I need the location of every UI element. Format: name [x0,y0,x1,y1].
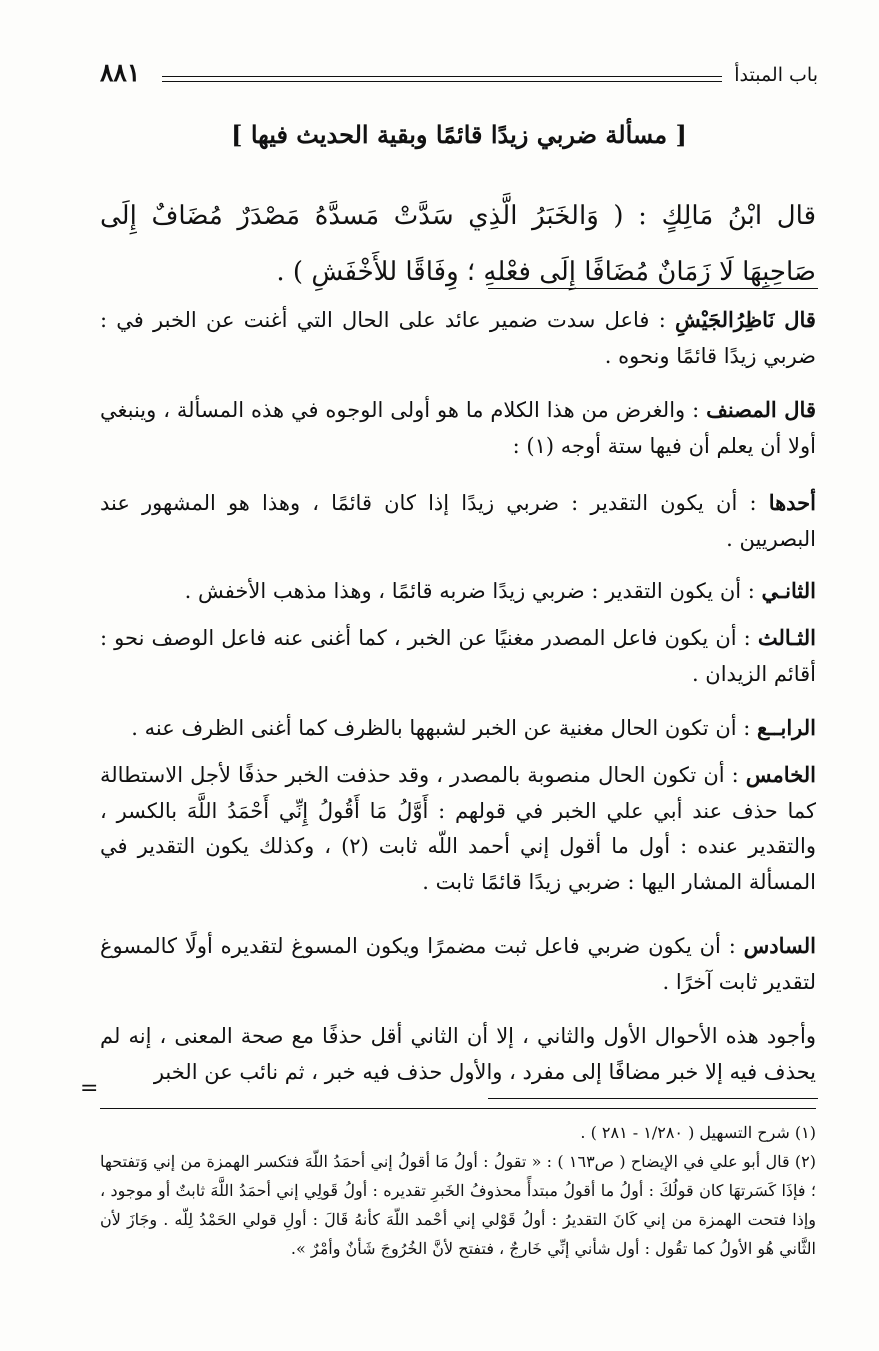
paragraph-lead: السادس [743,933,816,958]
footnote-2: (٢) قال أبو علي في الإيضاح ( ص١٦٣ ) : « تقولُ : أولُ مَا أقولُ إني أحمَدُ اللّهَ فتكسر الهمزة من إني وَتفتحها ؛ فإذَا كَسَرتهَا كان قولُكَ : أولُ ما أقولُ مبتدأً محذوفُ الخَبرِ تقديره : أولُ قَولِي إني أحمَدُ اللَّهَ ثابتٌ أو موجود ، وإذا فتحت الهمزة من إني كَانَ التقديرُ : أولُ قَوْلي إني أحْمد اللّهَ كأنهُ قَالَ : أولِ قولي الحَمْدُ لِلّه . وجَازَ لأن الثَّاني هُو الأولُ كما تقُول : أول شأني إنِّي خَارجٌ ، فتفتح لأنَّ الخُرُوجَ شَأنٌ وأمْرٌ ». [100,1152,817,1258]
paragraph-text: : والغرض من هذا الكلام ما هو أولى الوجوه في هذه المسألة ، وينبغي أولا أن يعلم أن فيها ستة أوجه (١) : [100,398,816,458]
paragraph [100,573,816,610]
paragraph-text: : أن يكون التقدير : ضربي زيدًا ضربه قائمًا ، وهذا مذهب الأخفش . [184,579,755,603]
paragraph [100,757,816,900]
body-end-rule [488,1098,818,1099]
paragraph-lead: الثانـي [761,578,816,603]
paragraph-lead: الخامس [745,762,816,787]
paragraph [100,485,816,557]
paragraph-lead: الرابــع [757,715,816,740]
paragraph-lead: الثـالث [757,625,816,650]
quote-speaker: قال ابْنُ مَالِكٍ [661,201,817,231]
chapter-title: باب المبتدأ [734,64,818,86]
paragraph-text: : فاعل سدت ضمير عائد على الحال التي أغنت عن الخبر في : ضربي زيدًا قائمًا ونحوه . [100,308,816,368]
paragraph [100,928,816,1000]
quoted-text-block [100,188,816,300]
page-header [100,58,818,98]
section-title: [ مسألة ضربي زيدًا قائمًا وبقية الحديث فيها ] [231,120,687,149]
footnote-rule [100,1108,816,1109]
continuation-mark: = [80,1076,99,1101]
quote-text: : ( وَالخَبَرُ الَّذِي سَدَّتْ مَسدَّهُ مَصْدَرٌ مُضَافٌ إِلَى صَاحِبِهَا لَا زَمَانٌ مُضَافًا إِلَى فعْلهِ ؛ وِفَاقًا للأَخْفَشِ ) . [100,201,816,287]
paragraph [100,302,816,374]
paragraph [100,620,816,692]
paragraph-lead: أحدها [768,490,816,515]
paragraph-lead: قال المصنف [706,397,816,422]
paragraph-text: : أن يكون التقدير : ضربي زيدًا إذا كان قائمًا ، وهذا هو المشهور عند البصريين . [100,491,816,551]
footnotes [100,1118,816,1263]
header-double-rule [162,76,722,82]
paragraph-lead: قال نَاظِرُالجَيْشِ [674,307,816,332]
paragraph-text: : أن تكون الحال منصوبة بالمصدر ، وقد حذفت الخبر حذفًا لأجل الاستطالة كما حذف عند أبي علي الخبر في قولهم : أَوَّلُ مَا أَقُولُ إِنِّي أَحْمَدُ اللَّهَ بالكسر ، والتقدير عنده : أول ما أقول إني أحمد اللّه ثابت (٢) ، وكذلك يكون التقدير في المسألة المشار اليها : ضربي زيدًا قائمًا ثابت . [100,763,816,894]
paragraph-text: : أن يكون ضربي فاعل ثبت مضمرًا ويكون المسوغ لتقديره أولًا كالمسوغ لتقدير ثابت آخرًا . [100,934,816,994]
page-number: ٨٨١ [100,58,141,87]
paragraph [100,1018,816,1090]
footnote-1: (١) شرح التسهيل ( ١/٢٨٠ - ٢٨١ ) . [580,1123,816,1142]
paragraph-text: : أن يكون فاعل المصدر مغنيًا عن الخبر ، كما أغنى عنه فاعل الوصف نحو : أقائم الزيدان . [100,626,816,686]
paragraph [100,710,816,747]
paragraph-text: وأجود هذه الأحوال الأول والثاني ، إلا أن الثاني أقل حذفًا مع صحة المعنى ، إنه لم يحذف فيه إلا خبر مضافًا إلى مفرد ، والأول حذف فيه خبر ، ثم نائب عن الخبر [100,1024,816,1084]
paragraph-text: : أن تكون الحال مغنية عن الخبر لشبهها بالظرف كما أغنى الظرف عنه . [131,716,751,740]
paragraph [100,392,816,464]
quote-separator-rule [488,288,818,289]
